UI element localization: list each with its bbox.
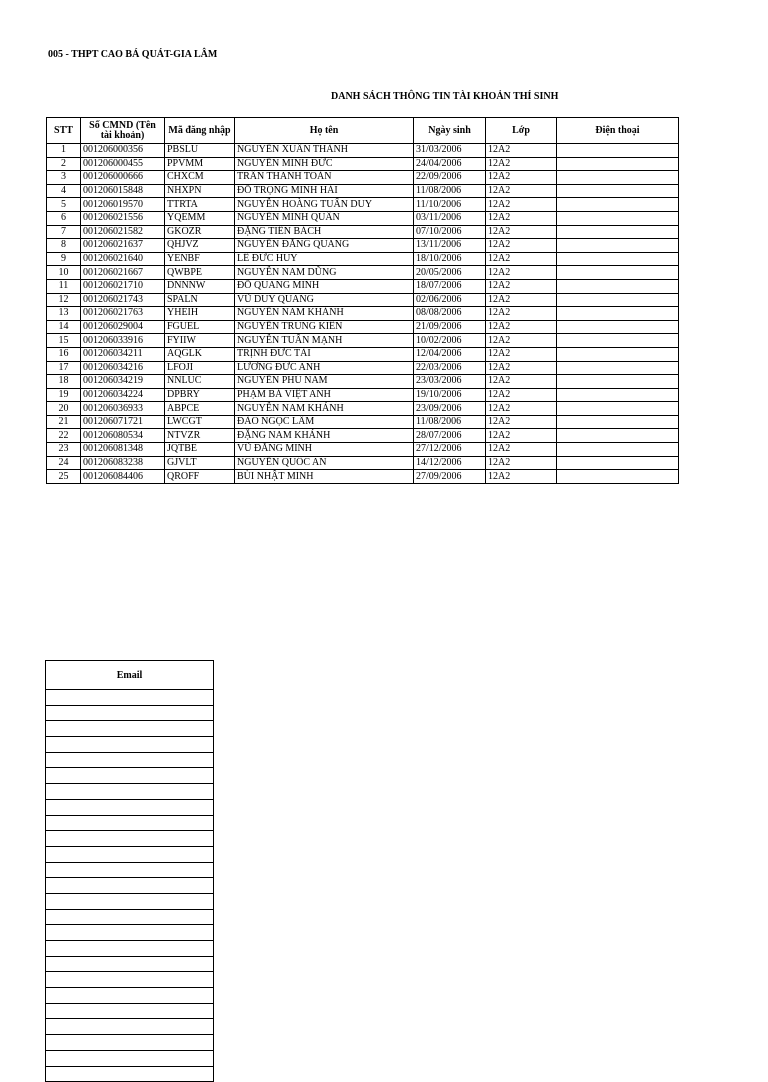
email-cell bbox=[46, 799, 214, 815]
login-code-cell: LWCGT bbox=[165, 415, 235, 429]
table-row bbox=[47, 307, 679, 321]
email-row bbox=[46, 768, 214, 784]
email-row bbox=[46, 909, 214, 925]
table-row bbox=[47, 144, 679, 158]
phone-cell bbox=[557, 211, 679, 225]
full-name-cell: TRỊNH ĐỨC TÀI bbox=[235, 347, 414, 361]
birth-date-cell: 03/11/2006 bbox=[414, 211, 486, 225]
login-code-cell: YHEIH bbox=[165, 307, 235, 321]
class-cell: 12A2 bbox=[486, 184, 557, 198]
birth-date-cell: 18/07/2006 bbox=[414, 279, 486, 293]
table-row bbox=[47, 198, 679, 212]
col-header-phone: Điện thoại bbox=[557, 118, 679, 144]
birth-date-cell: 11/10/2006 bbox=[414, 198, 486, 212]
birth-date-cell: 11/08/2006 bbox=[414, 415, 486, 429]
stt-cell: 11 bbox=[47, 279, 81, 293]
stt-cell: 4 bbox=[47, 184, 81, 198]
birth-date-cell: 14/12/2006 bbox=[414, 456, 486, 470]
full-name-cell: NGUYỄN XUÂN THÀNH bbox=[235, 144, 414, 158]
id-number-cell: 001206029004 bbox=[81, 320, 165, 334]
id-number-cell: 001206034219 bbox=[81, 375, 165, 389]
id-number-cell: 001206000356 bbox=[81, 144, 165, 158]
full-name-cell: ĐỖ QUANG MINH bbox=[235, 279, 414, 293]
full-name-cell: NGUYỄN PHÚ NAM bbox=[235, 375, 414, 389]
stt-cell: 15 bbox=[47, 334, 81, 348]
id-number-cell: 001206019570 bbox=[81, 198, 165, 212]
table-row bbox=[47, 157, 679, 171]
phone-cell bbox=[557, 184, 679, 198]
birth-date-cell: 21/09/2006 bbox=[414, 320, 486, 334]
phone-cell bbox=[557, 402, 679, 416]
class-cell: 12A2 bbox=[486, 334, 557, 348]
login-code-cell: FYIIW bbox=[165, 334, 235, 348]
class-cell: 12A2 bbox=[486, 239, 557, 253]
phone-cell bbox=[557, 388, 679, 402]
email-row bbox=[46, 862, 214, 878]
class-cell: 12A2 bbox=[486, 279, 557, 293]
table-row bbox=[47, 402, 679, 416]
login-code-cell: CHXCM bbox=[165, 171, 235, 185]
email-row bbox=[46, 784, 214, 800]
email-cell bbox=[46, 1050, 214, 1066]
id-number-cell: 001206021556 bbox=[81, 211, 165, 225]
email-cell bbox=[46, 831, 214, 847]
phone-cell bbox=[557, 456, 679, 470]
birth-date-cell: 02/06/2006 bbox=[414, 293, 486, 307]
phone-cell bbox=[557, 375, 679, 389]
phone-cell bbox=[557, 443, 679, 457]
birth-date-cell: 08/08/2006 bbox=[414, 307, 486, 321]
birth-date-cell: 24/04/2006 bbox=[414, 157, 486, 171]
table-row bbox=[47, 347, 679, 361]
class-cell: 12A2 bbox=[486, 157, 557, 171]
stt-cell: 22 bbox=[47, 429, 81, 443]
email-row bbox=[46, 831, 214, 847]
full-name-cell: VŨ DUY QUANG bbox=[235, 293, 414, 307]
phone-cell bbox=[557, 320, 679, 334]
email-cell bbox=[46, 909, 214, 925]
email-table bbox=[45, 660, 214, 1082]
birth-date-cell: 10/02/2006 bbox=[414, 334, 486, 348]
birth-date-cell: 13/11/2006 bbox=[414, 239, 486, 253]
birth-date-cell: 27/12/2006 bbox=[414, 443, 486, 457]
class-cell: 12A2 bbox=[486, 320, 557, 334]
table-row bbox=[47, 211, 679, 225]
full-name-cell: ĐÀO NGỌC LÂM bbox=[235, 415, 414, 429]
id-number-cell: 001206021743 bbox=[81, 293, 165, 307]
full-name-cell: NGUYỄN MINH ĐỨC bbox=[235, 157, 414, 171]
email-header-row bbox=[46, 661, 214, 690]
phone-cell bbox=[557, 429, 679, 443]
table-row bbox=[47, 279, 679, 293]
email-cell bbox=[46, 752, 214, 768]
col-header-id-number: Số CMND (Tên tài khoản) bbox=[81, 118, 165, 144]
full-name-cell: LÊ ĐỨC HUY bbox=[235, 252, 414, 266]
id-number-cell: 001206080534 bbox=[81, 429, 165, 443]
full-name-cell: NGUYỄN MINH QUÂN bbox=[235, 211, 414, 225]
email-row bbox=[46, 1050, 214, 1066]
login-code-cell: DNNNW bbox=[165, 279, 235, 293]
email-row bbox=[46, 690, 214, 706]
email-cell bbox=[46, 941, 214, 957]
stt-cell: 24 bbox=[47, 456, 81, 470]
school-heading: 005 - THPT CAO BÁ QUÁT-GIA LÂM bbox=[48, 49, 218, 60]
id-number-cell: 001206021637 bbox=[81, 239, 165, 253]
stt-cell: 16 bbox=[47, 347, 81, 361]
email-row bbox=[46, 1019, 214, 1035]
table-row bbox=[47, 266, 679, 280]
login-code-cell: PPVMM bbox=[165, 157, 235, 171]
birth-date-cell: 27/09/2006 bbox=[414, 470, 486, 484]
stt-cell: 1 bbox=[47, 144, 81, 158]
phone-cell bbox=[557, 361, 679, 375]
id-number-cell: 001206034211 bbox=[81, 347, 165, 361]
birth-date-cell: 28/07/2006 bbox=[414, 429, 486, 443]
phone-cell bbox=[557, 252, 679, 266]
email-cell bbox=[46, 972, 214, 988]
full-name-cell: LƯƠNG ĐỨC ANH bbox=[235, 361, 414, 375]
full-name-cell: NGUYỄN TRUNG KIÊN bbox=[235, 320, 414, 334]
class-cell: 12A2 bbox=[486, 402, 557, 416]
class-cell: 12A2 bbox=[486, 443, 557, 457]
birth-date-cell: 07/10/2006 bbox=[414, 225, 486, 239]
login-code-cell: QROFF bbox=[165, 470, 235, 484]
email-row bbox=[46, 972, 214, 988]
login-code-cell: NNLUC bbox=[165, 375, 235, 389]
table-row bbox=[47, 184, 679, 198]
stt-cell: 23 bbox=[47, 443, 81, 457]
stt-cell: 21 bbox=[47, 415, 81, 429]
birth-date-cell: 19/10/2006 bbox=[414, 388, 486, 402]
id-number-cell: 001206036933 bbox=[81, 402, 165, 416]
birth-date-cell: 18/10/2006 bbox=[414, 252, 486, 266]
id-number-cell: 001206021710 bbox=[81, 279, 165, 293]
birth-date-cell: 23/03/2006 bbox=[414, 375, 486, 389]
birth-date-cell: 22/09/2006 bbox=[414, 171, 486, 185]
class-cell: 12A2 bbox=[486, 211, 557, 225]
id-number-cell: 001206000666 bbox=[81, 171, 165, 185]
phone-cell bbox=[557, 307, 679, 321]
id-number-cell: 001206034224 bbox=[81, 388, 165, 402]
stt-cell: 13 bbox=[47, 307, 81, 321]
email-cell bbox=[46, 690, 214, 706]
stt-cell: 19 bbox=[47, 388, 81, 402]
email-cell bbox=[46, 768, 214, 784]
class-cell: 12A2 bbox=[486, 266, 557, 280]
col-header-login-code: Mã đăng nhập bbox=[165, 118, 235, 144]
login-code-cell: GKOZR bbox=[165, 225, 235, 239]
class-cell: 12A2 bbox=[486, 144, 557, 158]
email-cell bbox=[46, 846, 214, 862]
class-cell: 12A2 bbox=[486, 307, 557, 321]
full-name-cell: NGUYỄN NAM KHÁNH bbox=[235, 307, 414, 321]
birth-date-cell: 23/09/2006 bbox=[414, 402, 486, 416]
class-cell: 12A2 bbox=[486, 470, 557, 484]
col-header-stt: STT bbox=[47, 118, 81, 144]
stt-cell: 18 bbox=[47, 375, 81, 389]
id-number-cell: 001206021667 bbox=[81, 266, 165, 280]
class-cell: 12A2 bbox=[486, 375, 557, 389]
stt-cell: 3 bbox=[47, 171, 81, 185]
class-cell: 12A2 bbox=[486, 456, 557, 470]
email-row bbox=[46, 1003, 214, 1019]
class-cell: 12A2 bbox=[486, 171, 557, 185]
class-cell: 12A2 bbox=[486, 361, 557, 375]
email-row bbox=[46, 893, 214, 909]
login-code-cell: PBSLU bbox=[165, 144, 235, 158]
birth-date-cell: 22/03/2006 bbox=[414, 361, 486, 375]
table-row bbox=[47, 388, 679, 402]
email-cell bbox=[46, 784, 214, 800]
birth-date-cell: 12/04/2006 bbox=[414, 347, 486, 361]
email-cell bbox=[46, 1003, 214, 1019]
id-number-cell: 001206084406 bbox=[81, 470, 165, 484]
col-header-class: Lớp bbox=[486, 118, 557, 144]
stt-cell: 14 bbox=[47, 320, 81, 334]
login-code-cell: NTVZR bbox=[165, 429, 235, 443]
table-row bbox=[47, 456, 679, 470]
email-row bbox=[46, 705, 214, 721]
stt-cell: 20 bbox=[47, 402, 81, 416]
email-row bbox=[46, 878, 214, 894]
full-name-cell: ĐỖ TRỌNG MINH HẢI bbox=[235, 184, 414, 198]
id-number-cell: 001206083238 bbox=[81, 456, 165, 470]
login-code-cell: YENBF bbox=[165, 252, 235, 266]
email-table-body bbox=[46, 690, 214, 1082]
email-row bbox=[46, 721, 214, 737]
email-row bbox=[46, 815, 214, 831]
id-number-cell: 001206034216 bbox=[81, 361, 165, 375]
id-number-cell: 001206071721 bbox=[81, 415, 165, 429]
class-cell: 12A2 bbox=[486, 252, 557, 266]
email-cell bbox=[46, 893, 214, 909]
email-row bbox=[46, 799, 214, 815]
login-code-cell: SPALN bbox=[165, 293, 235, 307]
table-row bbox=[47, 225, 679, 239]
email-row bbox=[46, 988, 214, 1004]
id-number-cell: 001206000455 bbox=[81, 157, 165, 171]
email-cell bbox=[46, 1066, 214, 1082]
id-number-cell: 001206015848 bbox=[81, 184, 165, 198]
phone-cell bbox=[557, 415, 679, 429]
birth-date-cell: 11/08/2006 bbox=[414, 184, 486, 198]
email-cell bbox=[46, 878, 214, 894]
login-code-cell: DPBRY bbox=[165, 388, 235, 402]
login-code-cell: NHXPN bbox=[165, 184, 235, 198]
table-row bbox=[47, 293, 679, 307]
class-cell: 12A2 bbox=[486, 225, 557, 239]
phone-cell bbox=[557, 293, 679, 307]
id-number-cell: 001206081348 bbox=[81, 443, 165, 457]
email-cell bbox=[46, 862, 214, 878]
email-cell bbox=[46, 815, 214, 831]
phone-cell bbox=[557, 266, 679, 280]
stt-cell: 5 bbox=[47, 198, 81, 212]
full-name-cell: ĐẶNG NAM KHÁNH bbox=[235, 429, 414, 443]
stt-cell: 10 bbox=[47, 266, 81, 280]
full-name-cell: PHẠM BÁ VIỆT ANH bbox=[235, 388, 414, 402]
phone-cell bbox=[557, 347, 679, 361]
full-name-cell: NGUYỄN ĐĂNG QUANG bbox=[235, 239, 414, 253]
table-header-row bbox=[47, 118, 679, 144]
login-code-cell: GJVLT bbox=[165, 456, 235, 470]
stt-cell: 17 bbox=[47, 361, 81, 375]
birth-date-cell: 20/05/2006 bbox=[414, 266, 486, 280]
email-cell bbox=[46, 956, 214, 972]
login-code-cell: AQGLK bbox=[165, 347, 235, 361]
email-row bbox=[46, 1035, 214, 1051]
login-code-cell: ABPCE bbox=[165, 402, 235, 416]
full-name-cell: BÙI NHẬT MINH bbox=[235, 470, 414, 484]
full-name-cell: TRẦN THANH TOÀN bbox=[235, 171, 414, 185]
table-row bbox=[47, 375, 679, 389]
col-header-birth-date: Ngày sinh bbox=[414, 118, 486, 144]
email-row bbox=[46, 846, 214, 862]
login-code-cell: QHJVZ bbox=[165, 239, 235, 253]
email-cell bbox=[46, 1019, 214, 1035]
table-row bbox=[47, 252, 679, 266]
full-name-cell: ĐẶNG TIẾN BÁCH bbox=[235, 225, 414, 239]
phone-cell bbox=[557, 171, 679, 185]
email-row bbox=[46, 925, 214, 941]
email-cell bbox=[46, 925, 214, 941]
table-row bbox=[47, 239, 679, 253]
login-code-cell: LFOJI bbox=[165, 361, 235, 375]
table-row bbox=[47, 415, 679, 429]
login-code-cell: FGUEL bbox=[165, 320, 235, 334]
phone-cell bbox=[557, 157, 679, 171]
stt-cell: 25 bbox=[47, 470, 81, 484]
class-cell: 12A2 bbox=[486, 388, 557, 402]
class-cell: 12A2 bbox=[486, 415, 557, 429]
phone-cell bbox=[557, 239, 679, 253]
stt-cell: 9 bbox=[47, 252, 81, 266]
id-number-cell: 001206021763 bbox=[81, 307, 165, 321]
full-name-cell: NGUYỄN NAM KHÁNH bbox=[235, 402, 414, 416]
id-number-cell: 001206033916 bbox=[81, 334, 165, 348]
email-cell bbox=[46, 1035, 214, 1051]
table-row bbox=[47, 429, 679, 443]
col-header-email: Email bbox=[46, 661, 214, 690]
student-account-table bbox=[46, 117, 679, 484]
login-code-cell: TTRTA bbox=[165, 198, 235, 212]
stt-cell: 12 bbox=[47, 293, 81, 307]
table-row bbox=[47, 443, 679, 457]
table-body bbox=[47, 144, 679, 484]
email-row bbox=[46, 752, 214, 768]
email-row bbox=[46, 956, 214, 972]
class-cell: 12A2 bbox=[486, 347, 557, 361]
full-name-cell: VŨ ĐĂNG MINH bbox=[235, 443, 414, 457]
table-row bbox=[47, 171, 679, 185]
phone-cell bbox=[557, 225, 679, 239]
email-row bbox=[46, 1066, 214, 1082]
login-code-cell: JQTBE bbox=[165, 443, 235, 457]
birth-date-cell: 31/03/2006 bbox=[414, 144, 486, 158]
full-name-cell: NGUYỄN HOÀNG TUẤN DUY bbox=[235, 198, 414, 212]
email-cell bbox=[46, 705, 214, 721]
id-number-cell: 001206021582 bbox=[81, 225, 165, 239]
phone-cell bbox=[557, 279, 679, 293]
full-name-cell: NGUYỄN NAM DŨNG bbox=[235, 266, 414, 280]
stt-cell: 2 bbox=[47, 157, 81, 171]
email-cell bbox=[46, 737, 214, 753]
table-row bbox=[47, 361, 679, 375]
full-name-cell: NGUYỄN TUẤN MẠNH bbox=[235, 334, 414, 348]
table-row bbox=[47, 320, 679, 334]
col-header-full-name: Họ tên bbox=[235, 118, 414, 144]
phone-cell bbox=[557, 470, 679, 484]
table-row bbox=[47, 334, 679, 348]
stt-cell: 6 bbox=[47, 211, 81, 225]
class-cell: 12A2 bbox=[486, 293, 557, 307]
page-title: DANH SÁCH THÔNG TIN TÀI KHOẢN THÍ SINH bbox=[331, 91, 559, 102]
email-cell bbox=[46, 721, 214, 737]
full-name-cell: NGUYỄN QUỐC AN bbox=[235, 456, 414, 470]
login-code-cell: YQEMM bbox=[165, 211, 235, 225]
email-cell bbox=[46, 988, 214, 1004]
class-cell: 12A2 bbox=[486, 198, 557, 212]
phone-cell bbox=[557, 334, 679, 348]
login-code-cell: QWBPE bbox=[165, 266, 235, 280]
phone-cell bbox=[557, 198, 679, 212]
email-row bbox=[46, 941, 214, 957]
id-number-cell: 001206021640 bbox=[81, 252, 165, 266]
class-cell: 12A2 bbox=[486, 429, 557, 443]
stt-cell: 8 bbox=[47, 239, 81, 253]
phone-cell bbox=[557, 144, 679, 158]
table-row bbox=[47, 470, 679, 484]
email-row bbox=[46, 737, 214, 753]
stt-cell: 7 bbox=[47, 225, 81, 239]
